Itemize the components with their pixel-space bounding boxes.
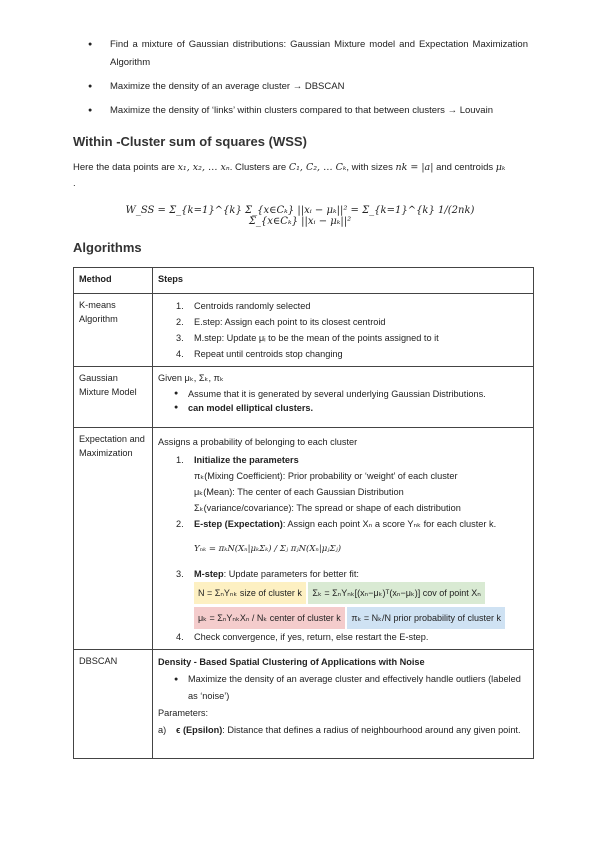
table-row xyxy=(74,428,534,650)
em-steps: 1. Initialize the parameters πₖ(Mixing Coefficient): Prior probability or ‘weight’ of each cluster μₖ(Mean): The center of each Gaussian Distribution Σₖ(variance/covariance): The spread or shape of each distribution 2. E-step (Expectation): Assign each point Xₙ a score Yₙₖ for each cluster k. Yₙₖ = πₖN(Xₙ|μₖΣₖ) / Σⱼ πⱼN(Xₙ|μⱼΣⱼ) 3. M-step: Update parameters for better fit: N = ΣₙYₙₖ size of cluster k Σₖ = ΣₙYₙₖ[(xₙ−μₖ)ᵀ(xₙ−μₖ)] cov of point Xₙ μₖ = ΣₙYₙₖXₙ / Nₖ center of cluster k πₖ = Nₖ/N prior probability of cluster k 4. Check convergence, if yes, return, else restart the E-step. xyxy=(158,452,528,645)
formula-box: N = ΣₙYₙₖ size of cluster k xyxy=(194,582,306,604)
table-header-row xyxy=(74,268,534,294)
intro-text: and centroids xyxy=(436,162,494,173)
formula-box: πₖ = Nₖ/N prior probability of cluster k xyxy=(347,607,505,629)
intro-text: . Clusters are xyxy=(229,162,287,173)
algorithms-heading: Algorithms xyxy=(73,240,142,255)
clusters-math: C₁, C₂, … Cₖ xyxy=(288,162,347,173)
bullet-item: ● Maximize the density of ‘links’ within clusters compared to that between clusters → Louvain xyxy=(88,102,528,120)
gmm-list xyxy=(158,387,528,415)
table-row xyxy=(74,294,534,367)
method-cell: Expectation and Maximization xyxy=(74,428,153,650)
wss-heading: Within -Cluster sum of squares (WSS) xyxy=(73,134,307,149)
points-math: x₁, x₂, … xₙ xyxy=(177,162,230,173)
intro-text: , with sizes xyxy=(346,162,393,173)
list-item: M.step: Update μᵢ to be the mean of the points assigned to it xyxy=(194,333,439,343)
dbscan-list xyxy=(158,671,528,705)
table-row xyxy=(74,367,534,428)
intro-text: Here the data points are xyxy=(73,162,175,173)
method-cell: K-means Algorithm xyxy=(74,294,153,367)
resp-formula: Yₙₖ = πₖN(Xₙ|μₖΣₖ) / Σⱼ πⱼN(Xₙ|μⱼΣⱼ) xyxy=(194,544,342,554)
list-item: Check convergence, if yes, return, else restart the E-step. xyxy=(194,632,429,642)
col-steps-header: Steps xyxy=(158,274,184,284)
sizes-math: nk = |a| xyxy=(395,162,434,173)
formula-box: μₖ = ΣₙYₙₖXₙ / Nₖ center of cluster k xyxy=(194,607,345,629)
wss-formula: W_SS = Σ_{k=1}^{k} Σ_{x∈Cₖ} ||xᵢ − μₖ||² = Σ_{k=1}^{k} 1/(2nk) Σ_{x∈Cₖ} ||xᵢ − μₖ||² xyxy=(125,205,475,227)
centroids-math: μₖ xyxy=(495,162,506,173)
kmeans-steps: 1. Centroids randomly selected 2. E.step: Assign each point to its closest centroid 3. M.step: Update μᵢ to be the mean of the points assigned to it 4. Repeat until centroids stop changing xyxy=(176,301,439,359)
bullet-item: ● Find a mixture of Gaussian distributions: Gaussian Mixture model and Expectation Maximization Algorithm xyxy=(88,36,528,72)
em-param: μₖ(Mean): The center of each Gaussian Distribution xyxy=(194,487,404,497)
list-item: ● Maximize the density of an average cluster and effectively handle outliers (labeled as ‘noise’) xyxy=(158,671,528,705)
list-item: E.step: Assign each point to its closest centroid xyxy=(194,317,386,327)
em-param: Σₖ(variance/covariance): The spread or shape of each distribution xyxy=(194,503,461,513)
bullet-item: ● Maximize the density of an average cluster → DBSCAN xyxy=(88,78,528,96)
list-item: ● Assume that it is generated by several underlying Gaussian Distributions. xyxy=(158,387,528,401)
col-method-header: Method xyxy=(79,274,112,284)
method-cell: DBSCAN xyxy=(74,650,153,759)
em-intro: Assigns a probability of belonging to each cluster xyxy=(158,437,358,447)
dbscan-title: Density - Based Spatial Clustering of Applications with Noise xyxy=(158,657,425,667)
period: . xyxy=(73,178,76,189)
list-item: Initialize the parameters xyxy=(194,455,299,465)
wss-intro xyxy=(73,160,543,176)
em-param: πₖ(Mixing Coefficient): Prior probability or ‘weight’ of each cluster xyxy=(194,471,458,481)
formula-box: Σₖ = ΣₙYₙₖ[(xₙ−μₖ)ᵀ(xₙ−μₖ)] cov of point Xₙ xyxy=(308,582,484,604)
list-item: ● can model elliptical clusters. xyxy=(158,401,528,415)
list-item: Centroids randomly selected xyxy=(194,301,311,311)
gmm-given: Given μₖ, Σₖ, πₖ xyxy=(158,373,224,383)
table-row xyxy=(74,650,534,759)
list-item: E-step (Expectation) xyxy=(194,519,283,529)
algorithms-table xyxy=(73,267,534,759)
list-item: M-step xyxy=(194,569,224,579)
list-item: Repeat until centroids stop changing xyxy=(194,349,343,359)
method-cell: Gaussian Mixture Model xyxy=(74,367,153,428)
intro-bullets xyxy=(88,36,528,126)
params-label: Parameters: xyxy=(158,708,209,718)
eps-item: a) ϵ (Epsilon): Distance that defines a radius of neighbourhood around any given point. xyxy=(158,725,521,735)
